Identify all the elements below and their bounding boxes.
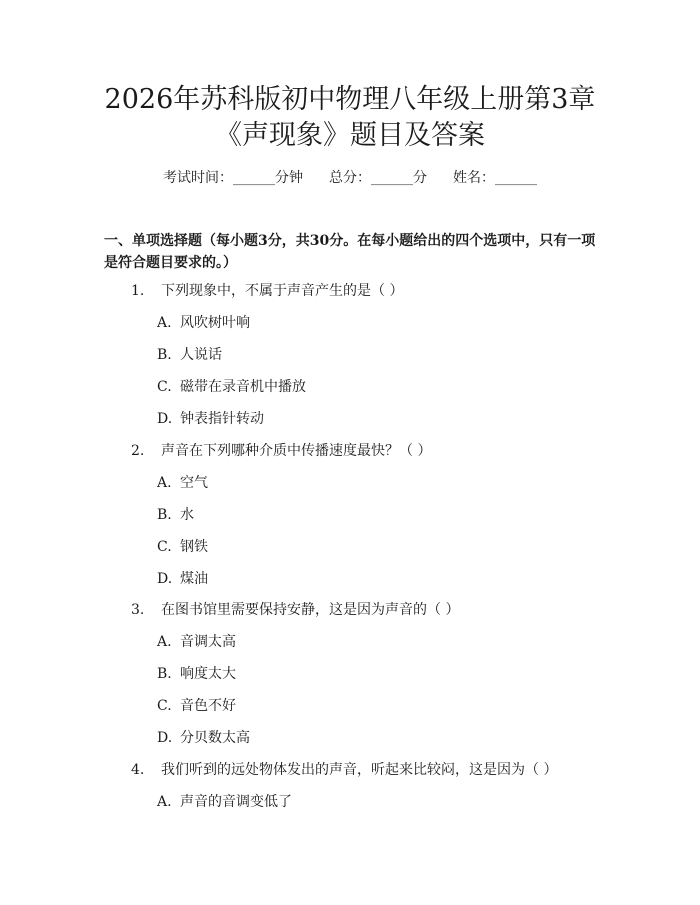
question-text: 我们听到的远处物体发出的声音，听起来比较闷，这是因为（ ） [161,762,558,778]
option-text: 分贝数太高 [180,730,250,746]
option-text: 响度太大 [180,666,236,682]
name-field: 姓名：______ [453,170,537,186]
option-text: 磁带在录音机中播放 [180,379,306,395]
option-letter: D. [157,571,173,587]
option-letter: D. [157,411,173,427]
option-letter: A. [157,634,172,650]
option-letter: C. [157,539,172,555]
option-letter: C. [157,698,172,714]
option-letter: C. [157,379,172,395]
option-text: 钢铁 [180,539,208,555]
document-title-line1: 2026年苏科版初中物理八年级上册第3章 [104,84,596,115]
option-text: 水 [180,507,194,523]
option-text: 声音的音调变低了 [180,794,292,810]
option-text: 风吹树叶响 [180,315,250,331]
option-letter: A. [157,315,172,331]
option-letter: D. [157,730,173,746]
option-letter: B. [157,347,172,363]
section-heading-line2: 是符合题目要求的。） [104,255,237,271]
option-text: 人说话 [180,347,222,363]
option-text: 音调太高 [180,634,236,650]
option-text: 空气 [180,475,208,491]
question-text: 下列现象中，不属于声音产生的是（ ） [161,283,404,299]
document-title-line2: 《声现象》题目及答案 [215,120,485,151]
question-number: 2. [131,443,145,459]
option-text: 煤油 [180,571,208,587]
option-letter: A. [157,794,172,810]
question-number: 4. [131,762,145,778]
exam-info-line [0,168,700,188]
option-letter: B. [157,507,172,523]
question-text: 在图书馆里需要保持安静，这是因为声音的（ ） [161,602,460,618]
exam-time-field: 考试时间：______分钟 [163,170,303,186]
option-letter: A. [157,475,172,491]
option-letter: B. [157,666,172,682]
question-number: 1. [131,283,145,299]
total-score-field: 总分：______分 [329,170,427,186]
option-text: 钟表指针转动 [180,411,264,427]
question-number: 3. [131,602,145,618]
question-text: 声音在下列哪种介质中传播速度最快？（ ） [161,443,432,459]
option-text: 音色不好 [180,698,236,714]
section-heading [104,230,604,274]
section-heading-line1: 一、单项选择题（每小题3分，共30分。在每小题给出的四个选项中，只有一项 [104,233,596,249]
